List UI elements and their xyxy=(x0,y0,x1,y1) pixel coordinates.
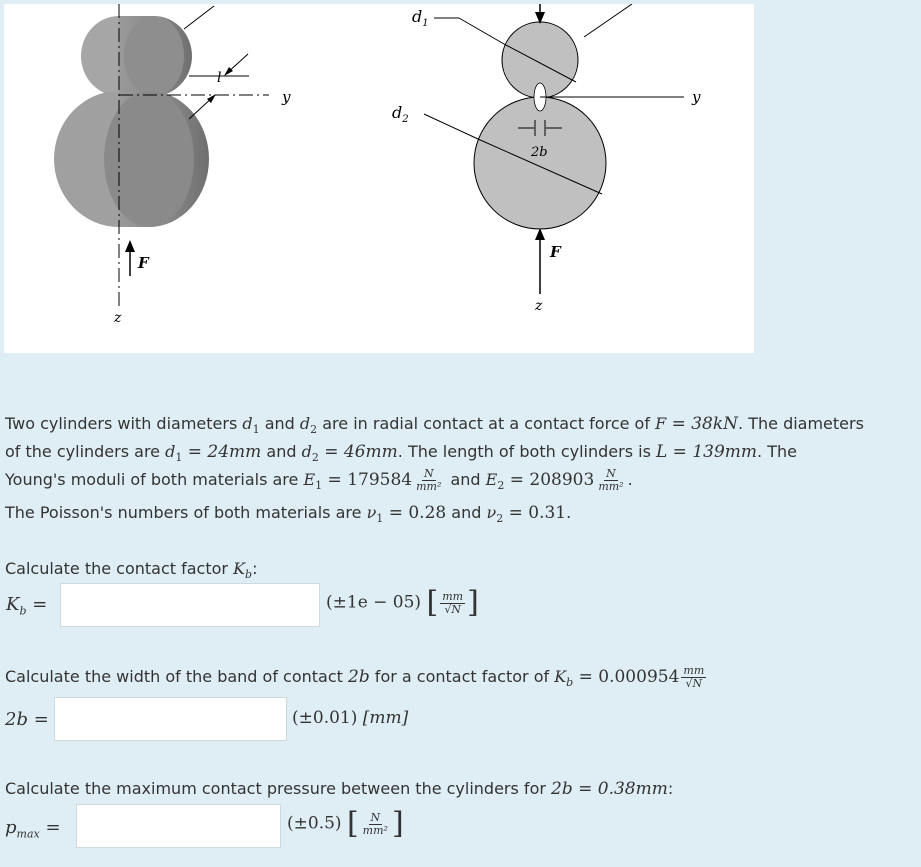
large-cylinder-face xyxy=(104,91,194,227)
d1-leader xyxy=(459,18,504,44)
problem-line-3: Young's moduli of both materials are $E_1 = 179584$ $\frac{N}{\text{mm²}}$ and $E_2 = 208903$ $\frac{N}{\text{mm²}}$ . xyxy=(5,467,633,493)
q1-prompt: Calculate the contact factor $K_b$: xyxy=(5,559,258,582)
problem-line-4: The Poisson's numbers of both materials are $\nu_1 = 0.28$ and $\nu_2 = 0.31$. xyxy=(5,503,572,526)
d-arrow-left xyxy=(184,6,214,29)
d2-leader xyxy=(424,114,478,139)
bottom-force-arrow-head xyxy=(535,228,545,240)
q2-prompt: Calculate the width of the band of contact 2b for a contact factor of $K_b = 0.000954$ $\frac{mm}{√N}$ xyxy=(5,664,705,690)
cylinder-contact-diagram xyxy=(4,4,754,353)
left-y-label: y xyxy=(282,88,291,106)
q2-unit-fraction: $\frac{mm}{√N}$ xyxy=(683,664,705,690)
q3-unit: $\frac{N}{\text{mm²}}$ xyxy=(362,810,388,837)
unit-fraction-e2: $\frac{N}{\text{mm²}}$ xyxy=(598,467,624,493)
q3-label: $p_{max}$ = xyxy=(5,817,61,841)
q1-unit: $\frac{mm}{√N}$ xyxy=(442,589,464,616)
unit-fraction-e1: $\frac{N}{\text{mm²}}$ xyxy=(416,467,442,493)
d1-label: $d_1$ xyxy=(412,7,429,29)
left-force-arrow-head xyxy=(125,240,135,252)
right-F-label: F xyxy=(550,243,561,261)
q2-tolerance: (±0.01) [mm] xyxy=(292,708,409,728)
q1-unit-bracket-right: ] xyxy=(467,585,479,620)
right-section-view xyxy=(392,4,701,314)
left-z-label: z xyxy=(114,310,122,326)
q3-prompt: Calculate the maximum contact pressure between the cylinders for 2b = 0.38mm: xyxy=(5,779,674,799)
q1-unit-bracket-left: [ xyxy=(426,585,439,620)
small-cylinder-face xyxy=(124,16,184,96)
left-3d-view xyxy=(54,4,291,326)
contact-width-input[interactable] xyxy=(54,697,287,741)
right-z-label: z xyxy=(535,298,543,314)
right-top-line xyxy=(584,4,632,37)
q1-label: $K_b$ = xyxy=(6,594,48,618)
q3-tolerance: (±0.5) [ $\frac{N}{\text{mm²}}$ ] xyxy=(287,806,404,841)
twob-label: 2b xyxy=(531,145,548,160)
q2-label: 2b = xyxy=(5,709,49,730)
right-y-label: y xyxy=(692,88,701,106)
problem-line-1: Two cylinders with diameters $d_1$ and $d_2$ are in radial contact at a contact force of F = 38kN. The diameters xyxy=(5,414,864,437)
q3-unit-bracket-left: [ xyxy=(346,806,359,841)
q3-unit-bracket-right: ] xyxy=(391,806,404,841)
problem-line-2: of the cylinders are $d_1 = 24mm$ and $d_2 = 46mm$. The length of both cylinders is L = 139mm. The xyxy=(5,442,797,465)
problem-figure xyxy=(4,4,754,353)
contact-factor-input[interactable] xyxy=(60,583,320,627)
q1-tolerance: (±1e − 05) [ $\frac{mm}{√N}$ ] xyxy=(326,585,479,620)
left-F-label: F xyxy=(138,254,149,272)
max-pressure-input[interactable] xyxy=(76,804,281,848)
d2-label: $d_2$ xyxy=(392,103,409,125)
left-l-label: l xyxy=(217,70,222,86)
large-circle xyxy=(474,97,606,229)
